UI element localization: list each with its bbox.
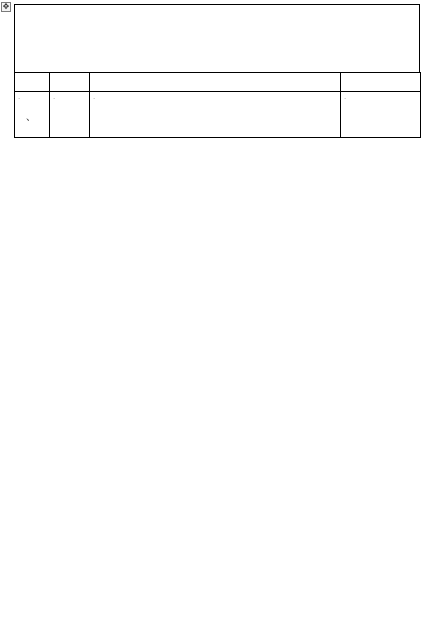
list-punct: 、 xyxy=(26,112,36,123)
cell-title[interactable] xyxy=(90,92,341,138)
thesis-table xyxy=(14,72,421,138)
header-cell-name[interactable] xyxy=(50,73,90,92)
defense-info xyxy=(14,42,420,72)
cell-advisor[interactable] xyxy=(341,92,421,138)
paragraph-mark-icon: . xyxy=(93,93,96,101)
cell-no[interactable] xyxy=(15,92,50,138)
table-row xyxy=(15,92,421,138)
info-line-1 xyxy=(19,43,49,54)
header-cell-title[interactable] xyxy=(90,73,341,92)
table-move-handle-icon[interactable]: ✥ xyxy=(2,2,10,11)
table-header-row xyxy=(15,73,421,92)
paragraph-mark-icon: . xyxy=(53,93,56,101)
paragraph-mark-icon: . xyxy=(344,93,347,101)
paragraph-mark-icon: . xyxy=(18,93,21,101)
cell-name[interactable] xyxy=(50,92,90,138)
header-cell-advisor[interactable] xyxy=(341,73,421,92)
page-title xyxy=(14,4,420,42)
header-cell-no[interactable] xyxy=(15,73,50,92)
